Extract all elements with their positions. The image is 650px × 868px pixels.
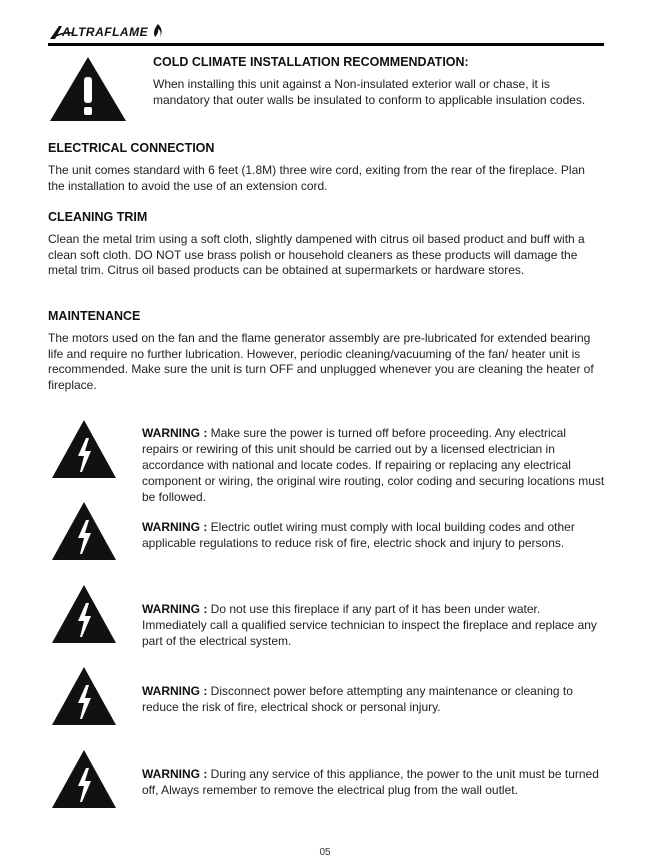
warning-item [142,425,605,505]
section-maintenance [48,309,604,393]
warning-text: Make sure the power is turned off before proceeding. Any electrical repairs or rewiring of this unit should be carried out by a licensed electrician in accordance with national and locate codes. If repairing or replacing any electrical component or wiring, the original wire routing, color coding and securing locations must be followed. [142,426,605,504]
brand-logo-text: ALTRAFLAME [62,25,149,39]
section-body: The unit comes standard with 6 feet (1.8M) three wire cord, exiting from the rear of the fireplace. Plan the installation to avoid the use of an extension cord. [48,163,585,193]
warning-text: Do not use this fireplace if any part of it has been under water. Immediately call a qualified service technician to inspect the fireplace and replace any part of the electrical system. [142,602,597,648]
header-divider [48,43,604,46]
warning-text: Electric outlet wiring must comply with local building codes and other applicable regulations to reduce risk of fire, electric shock and injury to persons. [142,520,575,550]
section-body: The motors used on the fan and the flame generator assembly are pre-lubricated for extended bearing life and require no further lubrication. However, periodic cleaning/vacuuming of the fan/ heater unit is recommended. Make sure the unit is turn OFF and unplugged whenever you are cleaning the heater of fireplace. [48,331,594,392]
warning-label: WARNING : [142,767,208,781]
electric-shock-warning-icon [50,418,118,480]
warning-text: Disconnect power before attempting any maintenance or cleaning to reduce the risk of fire, electrical shock or personal injury. [142,684,573,714]
brand-logo [48,24,164,39]
warning-label: WARNING : [142,684,208,698]
cold-climate-body: When installing this unit against a Non-insulated exterior wall or chase, it is mandatory that outer walls be insulated to conform to applicable insulation codes. [153,77,586,107]
section-heading: CLEANING TRIM [48,210,148,224]
warning-label: WARNING : [142,520,208,534]
flame-logo-icon [152,24,164,38]
section-electrical-connection [48,141,604,194]
warning-item [142,601,605,649]
logo-swoosh-icon [50,24,72,40]
cold-climate-title: COLD CLIMATE INSTALLATION RECOMMENDATION: [153,55,469,69]
page-number: 05 [319,847,331,858]
electric-shock-warning-icon [50,583,118,645]
warning-item [142,683,605,715]
warning-label: WARNING : [142,602,208,616]
section-heading: MAINTENANCE [48,309,141,323]
section-heading: ELECTRICAL CONNECTION [48,141,215,155]
electric-shock-warning-icon [50,665,118,727]
warning-item [142,766,605,798]
section-body: Clean the metal trim using a soft cloth, slightly dampened with citrus oil based product and buff with a clean soft cloth. DO NOT use brass polish or household cleaners as these products will damage the metal trim. Citrus oil based products can be obtained at supermarkets or hardware stores. [48,232,585,277]
electric-shock-warning-icon [50,748,118,810]
section-cleaning-trim [48,210,604,279]
electric-shock-warning-icon [50,500,118,562]
warning-label: WARNING : [142,426,208,440]
page-header [48,22,604,48]
exclamation-triangle-icon [48,55,128,123]
warning-item [142,519,605,551]
warning-text: During any service of this appliance, the power to the unit must be turned off, Always remember to remove the electrical plug from the wall outlet. [142,767,599,797]
